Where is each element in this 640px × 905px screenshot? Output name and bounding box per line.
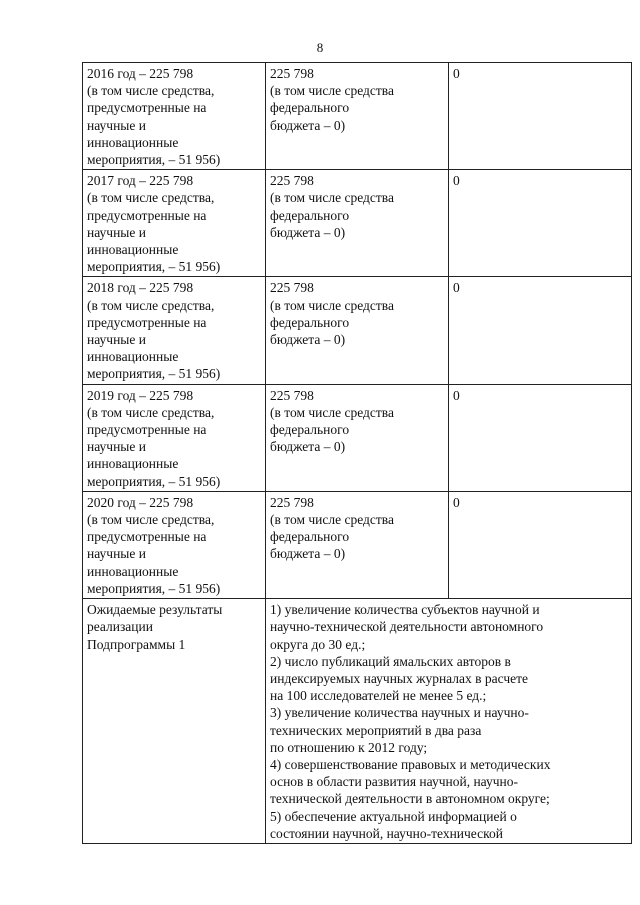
expected-result-line: состоянии научной, научно-технической <box>270 825 503 841</box>
regional-budget-line: (в том числе средства <box>270 83 394 99</box>
total-funding-line: мероприятия, – 51 956) <box>87 152 221 168</box>
total-funding-line: 2016 год – 225 798 <box>87 66 194 81</box>
expected-results-label-line: реализации <box>87 619 153 635</box>
total-funding-cell <box>83 277 266 384</box>
table-body <box>83 63 632 844</box>
total-funding-line: (в том числе средства, <box>87 190 215 206</box>
total-funding-line: мероприятия, – 51 956) <box>87 259 221 275</box>
expected-results-label-cell <box>83 599 266 844</box>
regional-budget-line: (в том числе средства <box>270 512 394 528</box>
total-funding-line: предусмотренные на <box>87 207 207 223</box>
other-sources-value: 0 <box>453 66 460 81</box>
expected-result-line: по отношению к 2012 году; <box>270 739 428 755</box>
total-funding-line: 2019 год – 225 798 <box>87 387 194 403</box>
regional-budget-line: бюджета – 0) <box>270 224 346 240</box>
total-funding-line: мероприятия, – 51 956) <box>87 366 221 382</box>
table-row <box>83 277 632 384</box>
regional-budget-line: (в том числе средства <box>270 297 394 313</box>
other-sources-cell <box>449 170 632 277</box>
regional-budget-cell <box>266 277 449 384</box>
total-funding-line: мероприятия, – 51 956) <box>87 580 221 596</box>
expected-results-row <box>83 599 632 844</box>
total-funding-line: инновационные <box>87 563 179 579</box>
expected-result-line: 1) увеличение количества субъектов научной и <box>270 602 540 618</box>
total-funding-line: научные и <box>87 439 146 455</box>
expected-results-list-cell <box>266 599 632 844</box>
financing-table <box>82 62 632 844</box>
expected-result-line: технической деятельности в автономном округе; <box>270 791 550 807</box>
total-funding-line: научные и <box>87 117 146 133</box>
regional-budget-line: федерального <box>270 314 350 330</box>
expected-results-label-line: Подпрограммы 1 <box>87 636 186 652</box>
total-funding-line: инновационные <box>87 134 179 150</box>
total-funding-line: (в том числе средства, <box>87 512 215 528</box>
expected-result-line: индексируемых научных журналах в расчете <box>270 670 529 686</box>
expected-result-line: основ в области развития научной, научно- <box>270 774 518 790</box>
total-funding-line: мероприятия, – 51 956) <box>87 473 221 489</box>
total-funding-line: (в том числе средства, <box>87 404 215 420</box>
regional-budget-cell <box>266 491 449 598</box>
regional-budget-line: бюджета – 0) <box>270 546 346 562</box>
expected-result-line: 5) обеспечение актуальной информацией о <box>270 808 517 824</box>
total-funding-line: 2020 год – 225 798 <box>87 494 194 510</box>
expected-results-label-line: Ожидаемые результаты <box>87 602 223 618</box>
total-funding-line: инновационные <box>87 456 179 472</box>
total-funding-line: научные и <box>87 546 146 562</box>
total-funding-line: инновационные <box>87 349 179 365</box>
other-sources-value: 0 <box>453 173 460 189</box>
table-row <box>83 170 632 277</box>
regional-budget-line: бюджета – 0) <box>270 439 346 455</box>
total-funding-line: предусмотренные на <box>87 100 207 116</box>
total-funding-line: (в том числе средства, <box>87 83 215 99</box>
regional-budget-line: 225 798 <box>270 280 314 296</box>
regional-budget-line: 225 798 <box>270 387 314 403</box>
regional-budget-cell <box>266 170 449 277</box>
other-sources-value: 0 <box>453 280 460 296</box>
total-funding-line: предусмотренные на <box>87 314 207 330</box>
expected-result-line: 4) совершенствование правовых и методических <box>270 756 551 772</box>
table-row <box>83 63 632 170</box>
total-funding-line: научные и <box>87 332 146 348</box>
total-funding-cell <box>83 384 266 491</box>
other-sources-cell <box>449 491 632 598</box>
other-sources-value: 0 <box>453 387 460 403</box>
regional-budget-line: (в том числе средства <box>270 404 394 420</box>
total-funding-line: инновационные <box>87 242 179 258</box>
total-funding-line: предусмотренные на <box>87 422 207 438</box>
total-funding-line: (в том числе средства, <box>87 297 215 313</box>
expected-result-line: 2) число публикаций ямальских авторов в <box>270 653 511 669</box>
regional-budget-line: федерального <box>270 100 350 116</box>
total-funding-line: 2018 год – 225 798 <box>87 280 194 296</box>
total-funding-cell <box>83 491 266 598</box>
total-funding-line: 2017 год – 225 798 <box>87 173 194 189</box>
total-funding-line: научные и <box>87 224 146 240</box>
regional-budget-line: бюджета – 0) <box>270 117 346 133</box>
table-row <box>83 384 632 491</box>
regional-budget-cell <box>266 63 449 170</box>
other-sources-cell <box>449 277 632 384</box>
total-funding-line: предусмотренные на <box>87 529 207 545</box>
other-sources-cell <box>449 384 632 491</box>
other-sources-value: 0 <box>453 494 460 510</box>
total-funding-cell <box>83 170 266 277</box>
expected-result-line: технических мероприятий в два раза <box>270 722 482 738</box>
regional-budget-line: федерального <box>270 529 350 545</box>
expected-result-line: 3) увеличение количества научных и научно- <box>270 705 529 721</box>
regional-budget-cell <box>266 384 449 491</box>
other-sources-cell <box>449 63 632 170</box>
page-number: 8 <box>316 40 324 55</box>
regional-budget-line: 225 798 <box>270 173 314 189</box>
expected-result-line: округа до 30 ед.; <box>270 636 366 652</box>
total-funding-cell <box>83 63 266 170</box>
regional-budget-line: (в том числе средства <box>270 190 394 206</box>
regional-budget-line: 225 798 <box>270 494 314 510</box>
expected-result-line: научно-технической деятельности автономного <box>270 619 544 635</box>
regional-budget-line: федерального <box>270 207 350 223</box>
regional-budget-line: федерального <box>270 422 350 438</box>
regional-budget-line: бюджета – 0) <box>270 332 346 348</box>
regional-budget-line: 225 798 <box>270 66 314 81</box>
expected-result-line: на 100 исследователей не менее 5 ед.; <box>270 688 487 704</box>
table-row <box>83 491 632 598</box>
